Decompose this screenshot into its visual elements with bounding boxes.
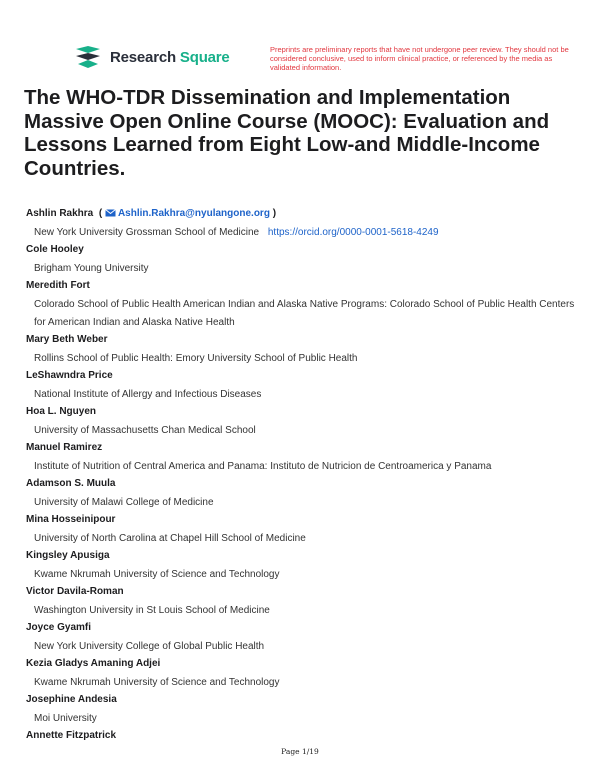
- author-affiliation: National Institute of Allergy and Infectious Diseases: [34, 389, 262, 400]
- author-entry: [26, 512, 586, 548]
- author-affiliation: Washington University in St Louis School of Medicine: [34, 605, 270, 616]
- author-affiliation: Kwame Nkrumah University of Science and Technology: [34, 569, 280, 580]
- author-affiliation: New York University College of Global Public Health: [34, 641, 265, 652]
- author-affiliation: Moi University: [34, 713, 97, 724]
- page-number: Page 1/19: [281, 747, 319, 756]
- email-icon: [105, 209, 116, 217]
- author-entry: [26, 404, 586, 440]
- author-affiliation: Colorado School of Public Health American Indian and Alaska Native Programs: Colorado School of Public Health Centers for American Indian and Alaska Native Health: [34, 299, 575, 328]
- author-name: Josephine Andesia: [26, 694, 117, 705]
- author-entry: [26, 728, 586, 746]
- author-name: Mary Beth Weber: [26, 334, 108, 345]
- author-name: Mina Hosseinipour: [26, 514, 116, 525]
- author-name: Cole Hooley: [26, 244, 84, 255]
- author-affiliation: University of North Carolina at Chapel Hill School of Medicine: [34, 533, 306, 544]
- author-affiliation: Brigham Young University: [34, 263, 149, 274]
- author-affiliation: Institute of Nutrition of Central America and Panama: Instituto de Nutricion de Centroamerica y Panama: [34, 461, 492, 472]
- author-entry: [26, 278, 586, 332]
- author-name: Kezia Gladys Amaning Adjei: [26, 658, 161, 669]
- author-name: Kingsley Apusiga: [26, 550, 110, 561]
- author-affiliation: University of Massachusetts Chan Medical School: [34, 425, 256, 436]
- author-entry: [26, 368, 586, 404]
- author-name: Meredith Fort: [26, 280, 90, 291]
- author-entry: [26, 692, 586, 728]
- author-entry: [26, 656, 586, 692]
- paper-title: The WHO-TDR Dissemination and Implementation Massive Open Online Course (MOOC): Evaluation and Lessons Learned from Eight Low-and Middle-Income Countries.: [24, 86, 550, 180]
- author-list: [26, 206, 586, 746]
- author-name: Ashlin Rakhra ( Ashlin.Rakhra@nyulangone.org ): [26, 208, 277, 219]
- author-affiliation: University of Malawi College of Medicine: [34, 497, 214, 508]
- author-entry: [26, 548, 586, 584]
- author-entry: [26, 476, 586, 512]
- author-name: LeShawndra Price: [26, 370, 113, 381]
- author-affiliation: New York University Grossman School of Medicine https://orcid.org/0000-0001-5618-4249: [34, 227, 439, 238]
- research-square-logo[interactable]: [74, 44, 230, 70]
- author-affiliation: Rollins School of Public Health: Emory University School of Public Health: [34, 353, 358, 364]
- author-name: Hoa L. Nguyen: [26, 406, 97, 417]
- author-entry: [26, 440, 586, 476]
- author-name: Annette Fitzpatrick: [26, 730, 117, 741]
- author-name: Joyce Gyamfi: [26, 622, 92, 633]
- author-entry: [26, 584, 586, 620]
- author-name: Adamson S. Muula: [26, 478, 116, 489]
- author-affiliation: Kwame Nkrumah University of Science and Technology: [34, 677, 280, 688]
- preprint-notice: Preprints are preliminary reports that have not undergone peer review. They should not be considered conclusive, used to inform clinical practice, or referenced by the media as validated information.: [270, 45, 569, 72]
- author-email-link[interactable]: Ashlin.Rakhra@nyulangone.org: [117, 208, 270, 219]
- author-entry: [26, 620, 586, 656]
- author-entry: [26, 242, 586, 278]
- orcid-link[interactable]: https://orcid.org/0000-0001-5618-4249: [267, 227, 439, 238]
- author-name: Victor Davila-Roman: [26, 586, 124, 597]
- author-name: Manuel Ramirez: [26, 442, 103, 453]
- brand-name: Research Square: [110, 48, 230, 66]
- research-square-logo-icon: [74, 44, 104, 70]
- author-entry: [26, 332, 586, 368]
